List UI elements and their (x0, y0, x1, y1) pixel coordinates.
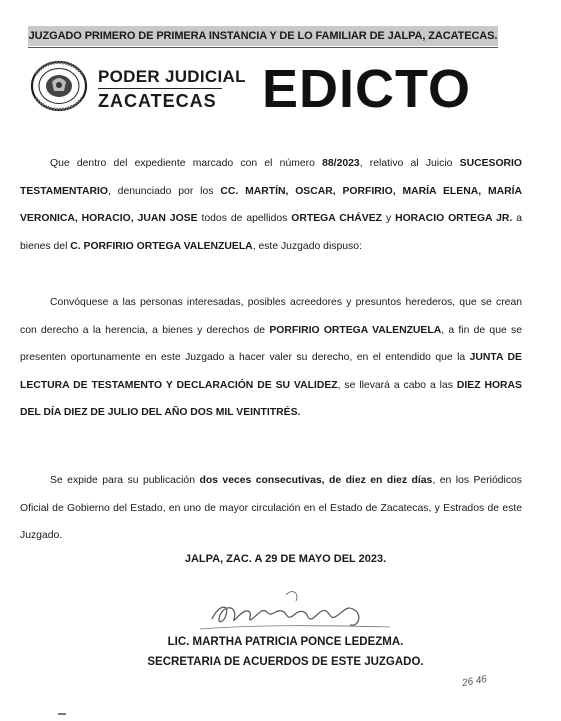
text-run: Se expide para su publicación (50, 475, 200, 486)
text-run: Que dentro del expediente marcado con el número (50, 158, 323, 169)
institution-name: PODER JUDICIAL (98, 67, 246, 86)
place-date: JALPA, ZAC. A 29 DE MAYO DEL 2023. (184, 553, 387, 565)
paragraph-summons (20, 289, 522, 427)
institution-divider (98, 88, 222, 89)
text-run: CC. MARTÍN, OSCAR, PORFIRIO, MARÍA ELENA, MARÍA VERONICA, HORACIO, JUAN JOSE (20, 185, 523, 224)
signer-block (0, 632, 561, 672)
scan-mark (58, 713, 66, 715)
text-run: JUNTA DE LECTURA DE TESTAMENTO Y DECLARACIÓN DE SU VALIDEZ (20, 352, 522, 391)
text-run: C. PORFIRIO ORTEGA VALENZUELA (70, 240, 253, 252)
document-title: EDICTO (262, 59, 472, 119)
paragraph-publication (20, 467, 522, 550)
text-run: , este Juzgado dispuso: (252, 240, 362, 252)
header-underline (28, 47, 498, 48)
signer-name: LIC. MARTHA PATRICIA PONCE LEDEZMA. (167, 636, 404, 648)
text-run: todos de apellidos (197, 213, 292, 224)
text-run: , en los Periódicos Oficial de Gobierno del Estado, en uno de mayor circulación en el Estado de Zacatecas, y Estrados de este Juzgado. (20, 475, 523, 541)
text-run: , se llevará a cabo a las (337, 379, 457, 391)
text-run: PORFIRIO ORTEGA VALENZUELA (269, 324, 442, 336)
text-run: DIEZ HORAS DEL DÍA DIEZ DE JULIO DEL AÑO DOS MIL VEINTITRÉS. (20, 379, 522, 418)
text-run: dos veces consecutivas, de diez en diez días (199, 475, 433, 486)
institution-state: ZACATECAS (98, 91, 217, 111)
text-run: , a fin de que se presenten oportunamente en este Juzgado a hacer valer su derecho, en el entendido que la (20, 324, 522, 363)
signer-title: SECRETARIA DE ACUERDOS DE ESTE JUZGADO. (147, 656, 424, 668)
text-run: y (382, 213, 396, 224)
handwritten-page-number: 26 46 (461, 673, 488, 690)
text-run: , denunciado por los (107, 185, 221, 197)
text-run: , relativo al Juicio (359, 158, 460, 169)
text-run: SUCESORIO TESTAMENTARIO (20, 158, 522, 197)
text-run: 88/2023 (322, 158, 360, 169)
text-run: a bienes del (20, 213, 522, 252)
text-run: ORTEGA CHÁVEZ (291, 213, 383, 224)
text-run: HORACIO ORTEGA JR. (395, 213, 513, 224)
signature-graphic (190, 585, 400, 635)
seal-icon (30, 60, 92, 112)
text-run: Convóquese a las personas interesadas, posibles acreedores y presuntos herederos, que se crean con derecho a la herencia, a bienes y derechos de (20, 297, 522, 336)
paragraph-case (20, 150, 522, 260)
court-header: JUZGADO PRIMERO DE PRIMERA INSTANCIA Y DE LO FAMILIAR DE JALPA, ZACATECAS. (28, 26, 498, 46)
